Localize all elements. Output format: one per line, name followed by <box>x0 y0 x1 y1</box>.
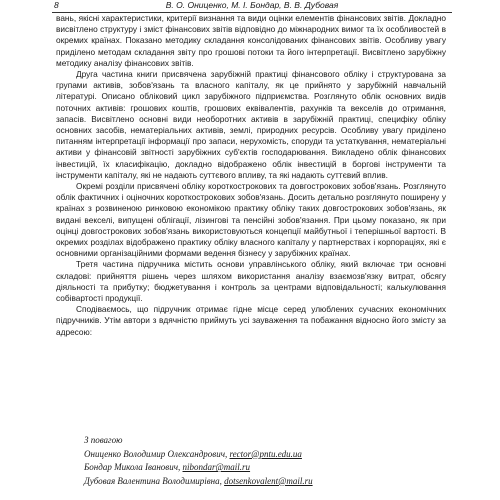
author-line <box>84 475 454 489</box>
body-text <box>56 13 446 338</box>
signature-block <box>84 434 454 488</box>
author-email-link[interactable]: nibondar@mail.ru <box>182 462 251 473</box>
author-name: Ониценко Володимир Олександрович, <box>84 448 228 459</box>
author-name: Дубовая Валентина Володимирівна, <box>84 475 222 486</box>
author-email-link[interactable]: rector@pntu.edu.ua <box>229 448 302 459</box>
running-header <box>52 0 452 13</box>
paragraph: Друга частина книги присвячена зарубіжній практиці фінансового обліку і структурована за групами активів, зобов'язань та власного капіталу, як це прийнято у зарубіжній навчальній літературі. Описано обліковий цикл зарубіжного підприємства. Розглянуто облік основних видів поточних активів: грошових коштів, грошових еквівалентів, рахунків та векселів до отримання, запасів. Висвітлено основні види необоротних активів в зарубіжній практиці, специфіку обліку основних засобів, нематеріальних активів, землі, природних ресурсів. Особливу увагу приділено питанням інтерпретації інформації про запаси, нерухомість, споруди та устаткування, нематеріальні активи у фінансовій звітності зарубіжних суб'єктів господарювання. Викладено облік фінансових інвестицій, їх класифікацію, докладно відображено облік інвестицій в боргові інструменти та інструменти капіталу, які не надають суттєвого впливу, та які надають суттєвий вплив. <box>56 69 446 180</box>
page-number: 8 <box>54 0 59 10</box>
paragraph: вань, якісні характеристики, критерії визнання та види оцінки елементів фінансових звітів. Докладно висвітлено структуру і зміст фінансових звітів відповідно до міжнародних вимог та їх особливостей в окремих країнах. Показано методику складання консолідованих фінансових звітів. Особливу увагу приділено методам складання звіту про грошові потоки та його інтерпретації. Висвітлено зарубіжну методику аналізу фінансових звітів. <box>56 13 446 68</box>
author-line <box>84 461 454 475</box>
paragraph: Сподіваємось, що підручник отримає гідне місце серед улюблених сучасних економічних підручників. Утім автори з вдячністю приймуть усі зауваження та побажання відносно його змісту за адресою: <box>56 304 446 337</box>
paragraph: Третя частина підручника містить основи управлінського обліку, який включає три основні складові: прийняття рішень через шляхом використання аналізу взаємозв'язку витрат, обсягу діяльності та прибутку; бюджетування і контроль за центрами відповідальності; калькулювання собівартості продукції. <box>56 259 446 304</box>
author-line <box>84 448 454 462</box>
paragraph: Окремі розділи присвячені обліку короткострокових та довгострокових зобов'язань. Розглянуто облік фактичних і оціночних короткострокових зобов'язань. Досить детально розглянуто поширену у країнах з розвиненою ринковою економікою практику обліку таких довгострокових зобов'язань, як видані векселі, випущені облігації, лізингові та пенсійні зобов'язання. При цьому показано, як при оцінці довгострокових зобов'язань використовуються концепції майбутньої і теперішньої вартості. В окремих розділах відображено практику обліку власного капіталу у партнерствах і корпораціях, які є основними організаційними формами ведення бізнесу у зарубіжних країнах. <box>56 181 446 259</box>
author-email-link[interactable]: dotsenkovalent@mail.ru <box>224 475 313 486</box>
author-name: Бондар Микола Іванович, <box>84 462 181 473</box>
header-authors: В. О. Ониценко, М. І. Бондар, В. В. Дубовая <box>165 0 339 10</box>
greeting: З повагою <box>84 435 123 445</box>
